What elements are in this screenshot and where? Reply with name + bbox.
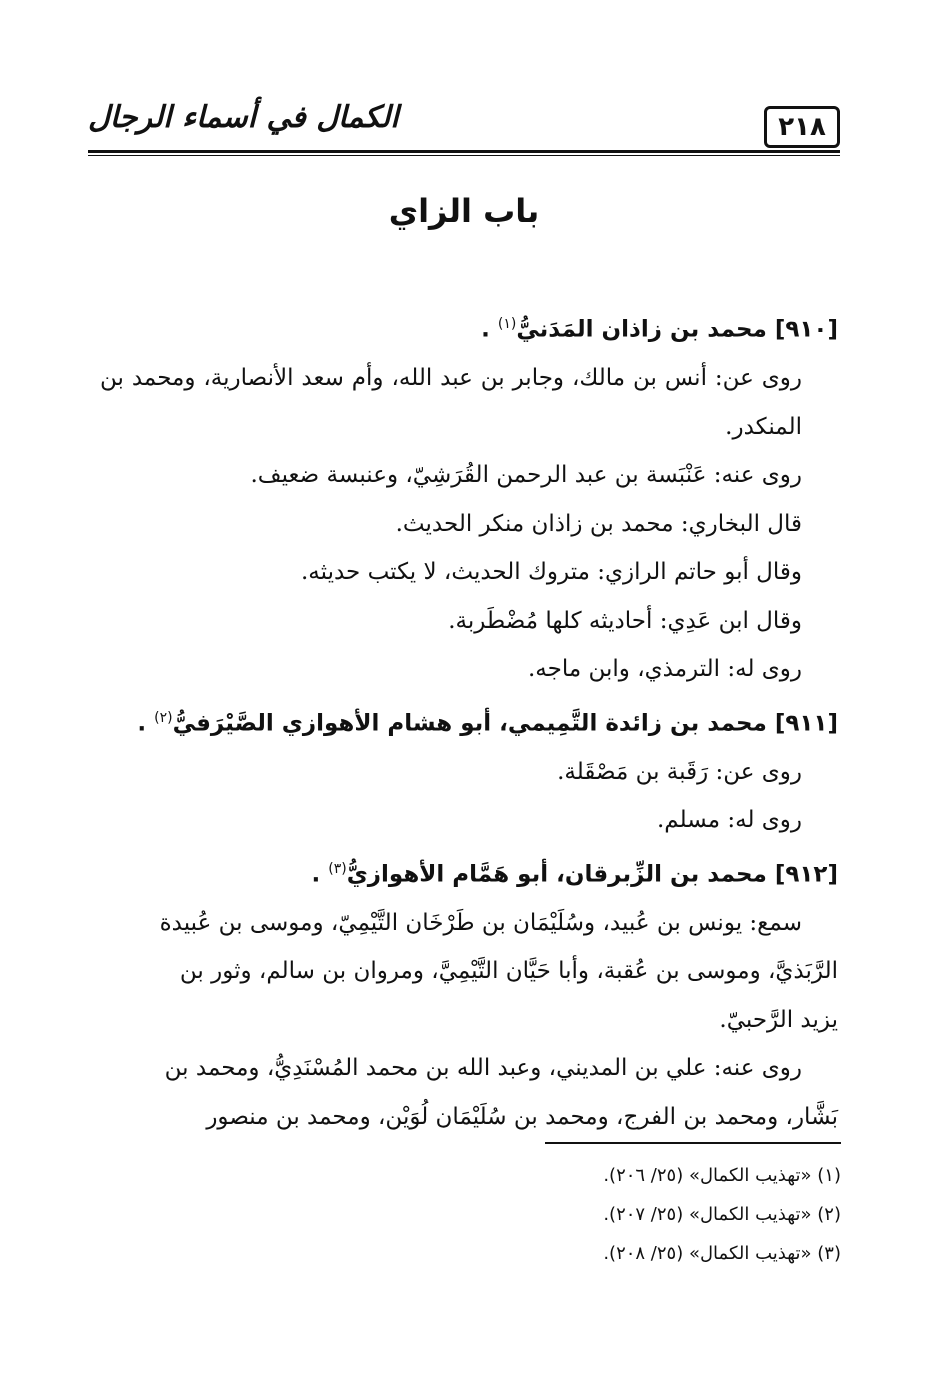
footnote-separator xyxy=(545,1142,841,1144)
footnote-ref: (٣) xyxy=(328,860,347,877)
entry-narrated-from: روى عن: أنس بن مالك، وجابر بن عبد الله، وأم سعد الأنصارية، ومحمد بن المنكدر. xyxy=(100,365,802,440)
entry-heading-912 xyxy=(100,845,838,899)
header-rule-thin xyxy=(88,155,840,156)
entry-narrated-for: روى له: الترمذي، وابن ماجه. xyxy=(528,656,802,683)
entry-heading-end: . xyxy=(481,316,490,343)
entry-heard-from-line: سمع: يونس بن عُبيد، وسُلَيْمَان بن طَرْخَان التَّيْمِيّ، وموسى بن عُبيدة xyxy=(159,909,802,936)
entry-heard-from-line: الرَّبَذيَّ، وموسى بن عُقبة، وأبا حَيَّان التَّيْمِيَّ، ومروان بن سالم، وثور بن xyxy=(179,958,838,985)
entry-heading-end: . xyxy=(311,861,321,888)
entry-heading-text: [٩١٢] محمد بن الزِّبرقان، أبو هَمَّام الأهوازيُّ xyxy=(346,861,838,888)
entry-heading-end: . xyxy=(137,710,147,737)
entry-quote-ibn-adi: وقال ابن عَدِي: أحاديثه كلها مُضْطَربة. xyxy=(448,607,802,634)
book-title: الكمال في أسماء الرجال xyxy=(88,100,399,135)
entry-narrated-by-line: روى عنه: علي بن المديني، وعبد الله بن محمد المُسْنَدِيُّ، ومحمد بن xyxy=(164,1055,802,1082)
entry-quote-abu-hatim: وقال أبو حاتم الرازي: متروك الحديث، لا يكتب حديثه. xyxy=(300,559,802,586)
entry-narrated-for: روى له: مسلم. xyxy=(657,807,802,834)
page-number: ٢١٨ xyxy=(764,106,840,148)
entry-heading-910 xyxy=(100,300,838,354)
entry-narrated-by: روى عنه: عَنْبَسة بن عبد الرحمن القُرَشِيّ، وعنبسة ضعيف. xyxy=(250,462,802,489)
footnote-ref: (١) xyxy=(497,316,517,332)
entry-quote-bukhari: قال البخاري: محمد بن زاذان منكر الحديث. xyxy=(395,510,802,537)
main-text xyxy=(100,300,838,1141)
entry-heading-text: [٩١١] محمد بن زائدة التَّمِيمي، أبو هشام الأهوازي الصَّيْرَفيُّ xyxy=(172,710,838,737)
entry-narrated-from: روى عن: رَقَبة بن مَصْقَلة. xyxy=(557,758,802,785)
footnote-item: (٣) «تهذيب الكمال» (٢٥/ ٢٠٨). xyxy=(603,1243,841,1264)
footnote-item: (١) «تهذيب الكمال» (٢٥/ ٢٠٦). xyxy=(603,1165,841,1186)
entry-heading-911 xyxy=(100,694,838,748)
header-rule xyxy=(88,150,840,153)
page-header xyxy=(88,96,840,156)
footnote-ref: (٢) xyxy=(154,709,173,726)
entry-heading-text: [٩١٠] محمد بن زاذان المَدَنيُّ xyxy=(516,316,838,343)
footnote-item: (٢) «تهذيب الكمال» (٢٥/ ٢٠٧). xyxy=(603,1204,841,1225)
entry-heard-from-line: يزيد الرَّحبيّ. xyxy=(719,1006,838,1033)
entry-narrated-by-line: بَشَّار، ومحمد بن الفرج، ومحمد بن سُلَيْمَان لُوَيْن، ومحمد بن منصور xyxy=(206,1103,838,1130)
chapter-title: باب الزاي xyxy=(388,192,540,230)
footnotes xyxy=(341,1156,841,1273)
